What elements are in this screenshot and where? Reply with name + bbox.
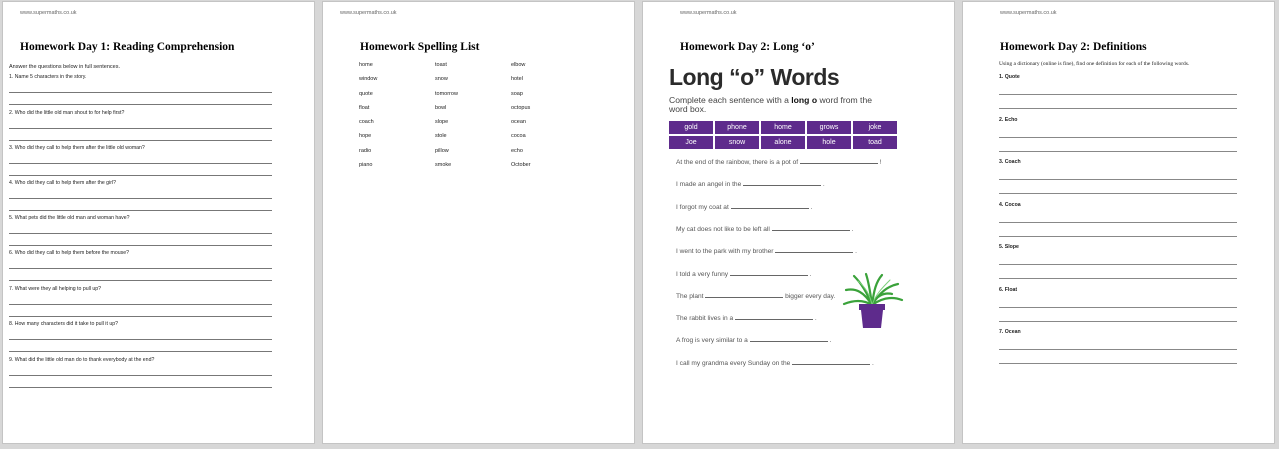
spelling-word: slope	[435, 119, 449, 126]
answer-line[interactable]	[9, 328, 272, 340]
answer-line[interactable]	[999, 180, 1237, 194]
answer-line[interactable]	[9, 340, 272, 352]
fill-in-sentence	[676, 313, 817, 322]
question-block	[9, 215, 272, 246]
spelling-word: home	[359, 62, 373, 68]
sentence-end: .	[870, 359, 874, 367]
answer-line[interactable]	[9, 293, 272, 305]
definition-word: 6. Float	[999, 286, 1018, 293]
fill-in-sentence	[676, 157, 882, 166]
definition-block	[999, 244, 1237, 279]
word-box-cell: phone	[715, 121, 759, 134]
spelling-word: stole	[435, 133, 447, 140]
answer-blank[interactable]	[772, 224, 850, 231]
page-url: www.supermaths.co.uk	[1000, 10, 1057, 16]
page-title: Homework Spelling List	[360, 41, 480, 53]
spelling-word: pillow	[435, 147, 449, 154]
sentence-end: bigger every day.	[783, 292, 836, 300]
sentence-start: I told a very funny	[676, 270, 730, 278]
page-title: Homework Day 1: Reading Comprehension	[20, 41, 235, 53]
answer-blank[interactable]	[705, 291, 783, 298]
question-block	[9, 180, 272, 211]
fill-in-sentence	[676, 291, 835, 300]
worksheet-page-long-o	[642, 1, 955, 444]
worksheet-page-spelling-list	[322, 1, 635, 444]
sentence-start: I went to the park with my brother	[676, 248, 776, 256]
answer-line[interactable]	[999, 95, 1237, 109]
page-url: www.supermaths.co.uk	[20, 10, 77, 16]
definition-word: 3. Coach	[999, 159, 1021, 165]
answer-line[interactable]	[9, 269, 272, 281]
spelling-word: echo	[511, 147, 523, 154]
potted-plant-icon	[842, 272, 904, 332]
question-text: 1. Name 5 characters in the story.	[9, 74, 87, 80]
word-box-cell: snow	[715, 136, 759, 149]
answer-line[interactable]	[9, 199, 272, 211]
word-box-cell: joke	[853, 121, 897, 134]
question-block	[9, 357, 272, 388]
sentence-end: .	[827, 337, 832, 345]
fill-in-sentence	[676, 246, 857, 255]
instructions: Using a dictionary (online is fine), find one definition for each of the following words.	[999, 61, 1190, 67]
answer-blank[interactable]	[750, 335, 828, 342]
sentence-start: I made an angel in the	[676, 181, 744, 189]
sentence-end: .	[808, 203, 813, 211]
answer-line[interactable]	[9, 81, 272, 93]
sentence-start: I forgot my coat at	[676, 203, 731, 211]
question-block	[9, 145, 272, 176]
sentence-start: My cat does not like to be left all	[676, 225, 772, 233]
spelling-word: coach	[359, 119, 374, 126]
definition-word: 7. Ocean	[999, 329, 1021, 335]
answer-blank[interactable]	[731, 202, 809, 209]
answer-line[interactable]	[999, 223, 1237, 237]
page-url: www.supermaths.co.uk	[340, 10, 397, 16]
answer-line[interactable]	[9, 305, 272, 317]
definition-word: 5. Slope	[999, 244, 1019, 250]
word-box-cell: grows	[807, 121, 851, 134]
spelling-word: float	[359, 104, 370, 111]
question-text: 9. What did the little old man do to thank everybody at the end?	[9, 357, 155, 363]
answer-blank[interactable]	[800, 157, 878, 164]
definition-word: 1. Quote	[999, 74, 1020, 80]
question-text: 2. Who did the little old man shout to for help first?	[9, 110, 125, 116]
fill-in-sentence	[676, 202, 812, 211]
question-text: 6. Who did they call to help them before the mouse?	[9, 250, 129, 256]
answer-blank[interactable]	[730, 269, 808, 276]
answer-blank[interactable]	[743, 179, 821, 186]
word-box-cell: toad	[853, 136, 897, 149]
answer-line[interactable]	[9, 234, 272, 246]
answer-line[interactable]	[9, 93, 272, 105]
sentence-end: .	[821, 181, 825, 189]
definition-block	[999, 117, 1237, 152]
answer-blank[interactable]	[792, 358, 870, 365]
spelling-word: ocean	[511, 119, 526, 126]
spelling-word: hope	[359, 133, 372, 140]
word-box	[669, 121, 897, 149]
answer-line[interactable]	[9, 152, 272, 164]
answer-line[interactable]	[999, 209, 1237, 223]
spelling-word: hotel	[511, 76, 523, 83]
worksheet-page-definitions	[962, 1, 1275, 444]
spelling-word: octopus	[511, 104, 531, 111]
spelling-word: quote	[359, 90, 373, 97]
sentence-end: .	[807, 270, 812, 278]
question-text: 5. What pets did the little old man and woman have?	[9, 215, 130, 221]
spelling-word-grid	[359, 61, 587, 175]
fill-in-sentence	[676, 224, 853, 233]
question-text: 7. What were they all helping to pull up?	[9, 286, 101, 292]
definition-block	[999, 159, 1237, 194]
sentence-end: .	[813, 315, 817, 323]
spelling-word: window	[359, 76, 378, 83]
word-box-cell: alone	[761, 136, 805, 149]
question-text: 8. How many characters did it take to pull it up?	[9, 321, 118, 327]
page-title: Homework Day 2: Definitions	[1000, 41, 1147, 53]
sentence-end: .	[849, 225, 854, 233]
question-block	[9, 321, 272, 352]
word-box-cell: hole	[807, 136, 851, 149]
word-box-cell: gold	[669, 121, 713, 134]
answer-line[interactable]	[9, 129, 272, 141]
fill-in-sentence	[676, 269, 812, 278]
spelling-word: October	[511, 162, 531, 169]
spelling-word: tomorrow	[435, 90, 458, 97]
sentence-start: A frog is very similar to a	[676, 337, 750, 345]
page-url: www.supermaths.co.uk	[680, 10, 737, 16]
worksheet-heading: Long “o” Words	[669, 64, 840, 90]
instructions: Answer the questions below in full sentences.	[9, 64, 120, 70]
question-block	[9, 74, 272, 105]
fill-in-sentence	[676, 358, 874, 367]
definition-block	[999, 74, 1237, 109]
answer-line[interactable]	[999, 265, 1237, 279]
definition-block	[999, 329, 1237, 364]
sentence-end: !	[877, 159, 882, 166]
question-block	[9, 286, 272, 317]
answer-blank[interactable]	[735, 313, 813, 320]
answer-line[interactable]	[9, 222, 272, 234]
definition-word: 4. Cocoa	[999, 201, 1021, 208]
word-box-cell: home	[761, 121, 805, 134]
answer-line[interactable]	[9, 257, 272, 269]
answer-line[interactable]	[999, 350, 1237, 364]
spelling-word: toast	[435, 62, 447, 68]
sentence-start: I call my grandma every Sunday on the	[676, 359, 793, 367]
sentence-start: The rabbit lives in a	[676, 315, 736, 323]
question-block	[9, 110, 272, 141]
worksheet-instructions: Complete each sentence with a long o word from the word box.	[669, 95, 873, 114]
answer-line[interactable]	[999, 251, 1237, 265]
answer-line[interactable]	[9, 164, 272, 176]
spelling-word: elbow	[511, 62, 526, 68]
answer-line[interactable]	[999, 308, 1237, 322]
answer-line[interactable]	[9, 187, 272, 199]
definition-word: 2. Echo	[999, 116, 1018, 123]
question-text: 3. Who did they call to help them after the little old woman?	[9, 145, 145, 151]
spelling-word: radio	[359, 147, 372, 154]
answer-line[interactable]	[999, 336, 1237, 350]
sentence-end: .	[853, 248, 857, 256]
answer-line[interactable]	[999, 124, 1237, 138]
answer-blank[interactable]	[775, 246, 853, 253]
answer-line[interactable]	[999, 138, 1237, 152]
spelling-word: smoke	[435, 162, 452, 169]
page-title: Homework Day 2: Long ‘o’	[680, 41, 815, 53]
spelling-word: soap	[511, 90, 523, 97]
spelling-word: bowl	[435, 104, 447, 111]
sentence-start: The plant	[676, 292, 706, 300]
spelling-word: piano	[359, 162, 373, 169]
definition-block	[999, 202, 1237, 237]
answer-line[interactable]	[999, 166, 1237, 180]
sentence-start: At the end of the rainbow, there is a pot of	[676, 159, 800, 166]
worksheet-page-reading-comprehension	[2, 1, 315, 444]
answer-line[interactable]	[9, 364, 272, 376]
spelling-word: cocoa	[511, 133, 526, 140]
answer-line[interactable]	[999, 294, 1237, 308]
fill-in-sentence	[676, 335, 831, 344]
question-text: 4. Who did they call to help them after the girl?	[9, 180, 116, 186]
answer-line[interactable]	[999, 81, 1237, 95]
word-box-cell: Joe	[669, 136, 713, 149]
definition-block	[999, 287, 1237, 322]
question-block	[9, 250, 272, 281]
spelling-word: snow	[435, 76, 448, 83]
answer-line[interactable]	[9, 376, 272, 388]
answer-line[interactable]	[9, 117, 272, 129]
fill-in-sentence	[676, 179, 825, 188]
